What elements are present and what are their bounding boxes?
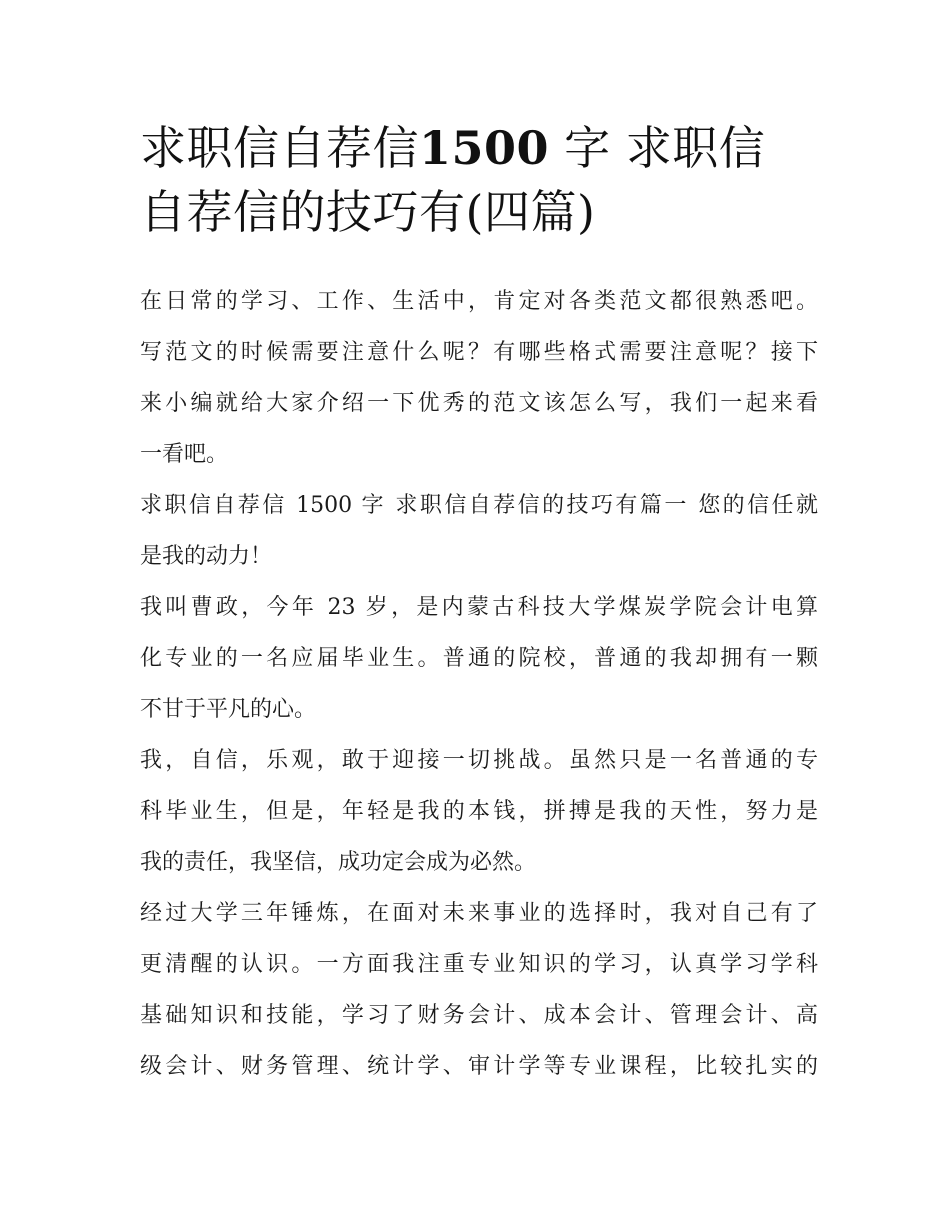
text-line: 一看吧。 <box>140 442 229 467</box>
paragraph-section-heading <box>140 480 818 582</box>
text-line: 不甘于平凡的心。 <box>140 697 317 722</box>
text-line: 更清醒的认识。一方面我注重专业知识的学习，认真学习学科 <box>140 952 818 977</box>
text-line: 写范文的时候需要注意什么呢？有哪些格式需要注意呢？接下 <box>140 340 818 365</box>
text-line: 科毕业生，但是，年轻是我的本钱，拼搏是我的天性，努力是 <box>140 799 818 824</box>
title-line1-number: 1500 <box>419 121 550 175</box>
text-line: 来小编就给大家介绍一下优秀的范文该怎么写，我们一起来看 <box>140 391 818 416</box>
paragraph-education <box>140 888 818 1092</box>
text-line: 级会计、财务管理、统计学、审计学等专业课程，比较扎实的 <box>140 1054 818 1079</box>
text-line: 经过大学三年锤炼，在面对未来事业的选择时，我对自己有了 <box>140 901 818 926</box>
text-line: 在日常的学习、工作、生活中，肯定对各类范文都很熟悉吧。 <box>140 289 818 314</box>
title-line1-text: 求职信自荐信 <box>140 121 419 175</box>
text-line: 基础知识和技能，学习了财务会计、成本会计、管理会计、高 <box>140 1003 818 1028</box>
title-line1-suffix: 字 求职信 <box>549 121 766 175</box>
text-line: 化专业的一名应届毕业生。普通的院校，普通的我却拥有一颗 <box>140 646 818 671</box>
title-line2: 自荐信的技巧有(四篇) <box>140 185 596 239</box>
paragraph-self-intro <box>140 582 818 735</box>
paragraph-intro <box>140 276 818 480</box>
text-line: 是我的动力！ <box>140 544 273 569</box>
paragraph-personality <box>140 735 818 888</box>
text-line: 我，自信，乐观，敢于迎接一切挑战。虽然只是一名普通的专 <box>140 748 818 773</box>
document-body <box>140 276 818 1092</box>
text-line: 求职信自荐信 1500 字 求职信自荐信的技巧有篇一 您的信任就 <box>140 493 818 518</box>
text-line: 我叫曹政，今年 23 岁，是内蒙古科技大学煤炭学院会计电算 <box>140 595 818 620</box>
text-line: 我的责任，我坚信，成功定会成为必然。 <box>140 850 537 875</box>
document-title <box>140 116 820 244</box>
